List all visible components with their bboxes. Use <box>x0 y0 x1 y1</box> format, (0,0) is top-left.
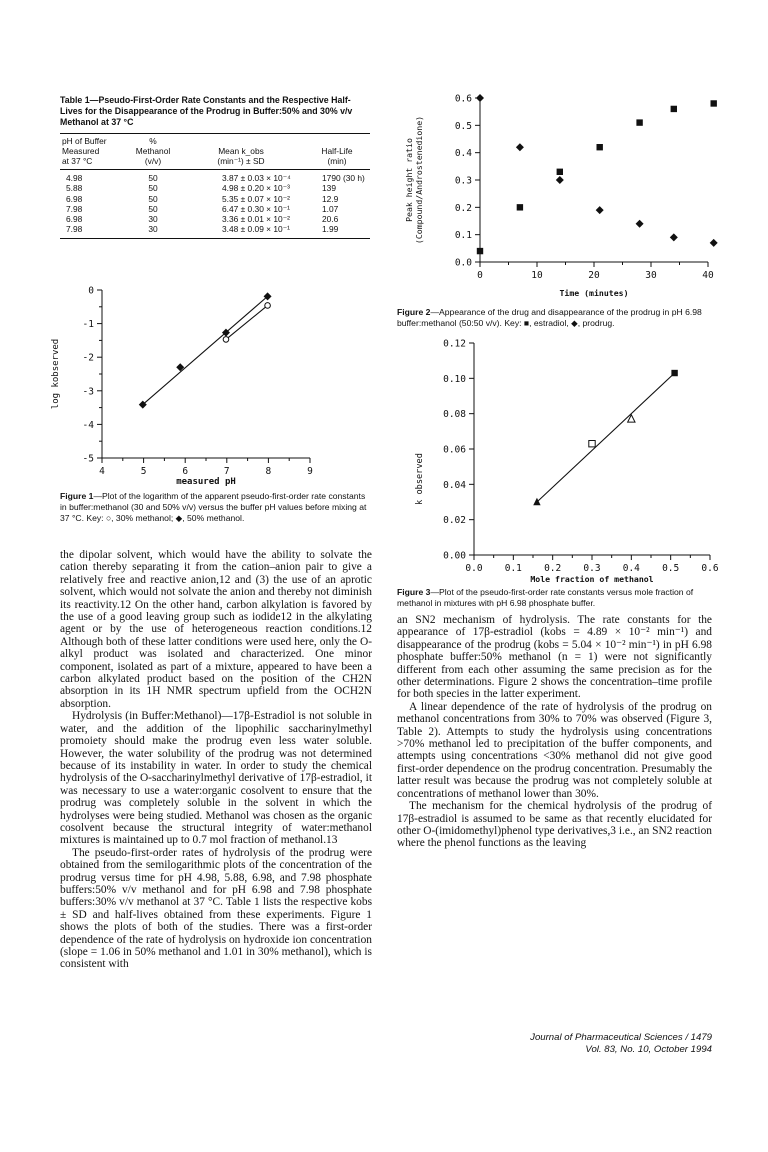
table-cell: 50 <box>148 173 158 183</box>
x-tick-label: 0.5 <box>662 563 680 574</box>
table-row <box>60 194 370 204</box>
y-tick-label: 0.10 <box>443 373 466 385</box>
x-tick-label: 40 <box>702 270 714 281</box>
x-tick-label: 0.6 <box>701 563 719 574</box>
table-row <box>60 224 370 238</box>
figure-1-chart <box>40 280 380 490</box>
y-tick-label: -3 <box>82 386 94 398</box>
rate-constants-table <box>60 133 370 239</box>
paragraph: A linear dependence of the rate of hydrolysis of the prodrug on methanol concentrations from 30% to 70% was observed (Figure 3, Table 2). Attempts to study the hydrolysis using concentrations >70% methanol led to precipitation of the buffer components, and attempts using concentrations <30% methanol did not give good first-order dependence on the prodrug concentration. Presumably the latter result was because the prodrug was not completely soluble at concentrations of methanol lower than 30%. <box>397 700 712 800</box>
x-tick-label: 6 <box>182 466 189 477</box>
y-tick-label: 0.00 <box>443 550 466 562</box>
x-tick-label: 4 <box>99 466 105 477</box>
data-point <box>517 204 523 210</box>
journal-name: Journal of Pharmaceutical Sciences / 1479 <box>530 1032 712 1043</box>
y-tick-label: 0.6 <box>454 93 472 105</box>
y-axis-label-line: (Compound/Androstenedione) <box>414 115 424 245</box>
fit-line <box>537 373 675 502</box>
table-cell: 7.98 <box>66 203 83 214</box>
header-half-life: Half-Life (min) <box>321 146 353 166</box>
data-point <box>223 337 229 343</box>
table-cell: 3.48 ± 0.09 × 10⁻¹ <box>222 224 290 235</box>
paragraph: The mechanism for the chemical hydrolysis of the prodrug of 17β-estradiol is assumed to be same as that recently elucidated for other O-(imidomethyl)phenol type derivatives,3 i.e., an SN2 reaction where the phenol functions as the leaving <box>397 800 712 850</box>
data-point <box>556 176 564 184</box>
y-axis-label-line: Peak height ratio <box>404 138 414 222</box>
page-footer <box>480 1032 712 1055</box>
y-tick-label: 0.4 <box>454 148 472 160</box>
table-cell: 50 <box>148 183 158 194</box>
y-tick-label: 0 <box>88 285 94 297</box>
table-cell: 50 <box>148 203 158 214</box>
fit-line-30pct <box>226 305 268 339</box>
volume-info: Vol. 83, No. 10, October 1994 <box>585 1043 712 1055</box>
data-point <box>597 144 603 150</box>
x-tick-label: 20 <box>588 270 600 281</box>
y-axis-label: log kobserved <box>51 338 61 410</box>
data-point <box>710 239 718 247</box>
figure-3-caption: Figure 3—Plot of the pseudo-first-order rate constants versus mole fraction of methanol in mixtures with pH 6.98 phosphate buffer. <box>397 587 694 608</box>
fit-line-50pct <box>143 296 268 404</box>
x-tick-label: 0.3 <box>583 563 601 574</box>
table-cell: 20.6 <box>322 214 339 225</box>
table-cell: 6.98 <box>66 193 83 204</box>
x-tick-label: 0.0 <box>465 563 483 574</box>
x-tick-label: 0.2 <box>544 563 562 574</box>
data-point <box>516 143 524 151</box>
data-point <box>589 441 595 447</box>
data-point <box>671 106 677 112</box>
table-cell: 3.87 ± 0.03 × 10⁻⁴ <box>222 173 291 183</box>
x-tick-label: 5 <box>140 466 147 477</box>
table-cell: 1.07 <box>322 203 339 214</box>
table-row <box>60 170 370 184</box>
x-axis-label: Time (minutes) <box>559 288 629 298</box>
y-tick-label: 0.12 <box>443 338 466 350</box>
table-cell: 139 <box>322 183 336 194</box>
y-tick-label: 0.3 <box>454 175 472 187</box>
paragraph: The pseudo-first-order rates of hydrolysis of the prodrug were obtained from the semilogarithmic plots of the concentration of the prodrug versus time for pH 4.98, 5.88, 6.98, and 7.98 phosphate buffers:50% v/v methanol and for pH 6.98 and 7.98 phosphate buffers:30% v/v methanol at 37 °C. Table 1 lists the respective kobs ± SD and half-lives obtained from these experiments. Figure 1 shows the plots of both of the studies. There was a first-order dependence of the rate of hydrolysis on hydroxide ion concentration (slope = 1.06 in 50% methanol and 1.01 in 30% methanol), which is consistent with <box>60 846 372 971</box>
table-cell: 5.35 ± 0.07 × 10⁻² <box>222 193 290 204</box>
table-row <box>60 204 370 214</box>
y-tick-label: 0.04 <box>443 479 466 491</box>
y-tick-label: 0.06 <box>443 444 466 456</box>
paragraph: Hydrolysis (in Buffer:Methanol)—17β-Estradiol is not soluble in water, and the addition of the lipophilic saccharinylmethyl promoiety should make the prodrug even less water soluble. However, the water solubility of the prodrug was not determined because of its instability in water. In order to study the chemical hydrolysis of the O-saccharinylmethyl derivative of 17β-estradiol, it was necessary to use a water:organic cosolvent to ensure that the prodrug was completely soluble in the solvent in which the hydrolyses were being studied. Methanol was chosen as the organic cosolvent because the structural integrity of water:methanol mixtures is maintained up to 0.7 mol fraction of methanol.13 <box>60 710 372 847</box>
x-axis-label: Mole fraction of methanol <box>530 574 654 584</box>
x-tick-label: 30 <box>645 270 657 281</box>
y-tick-label: 0.1 <box>454 230 472 242</box>
x-tick-label: 0 <box>477 270 483 281</box>
data-point <box>476 94 484 102</box>
table-1 <box>60 95 370 239</box>
header-ph: pH of Buffer Measured at 37 °C <box>62 136 107 166</box>
data-point <box>636 220 644 228</box>
y-tick-label: 0.5 <box>454 120 472 132</box>
y-axis-label: k observed <box>415 453 425 505</box>
table-cell: 6.47 ± 0.30 × 10⁻¹ <box>222 203 290 214</box>
figure-1-caption: Figure 1—Plot of the logarithm of the apparent pseudo-first-order rate constants in buffer:methanol (30 and 50% v/v) versus the buffer pH values before mixing at 37 °C. Key: ○, 30% methanol; ◆, 50% methanol. <box>60 491 367 523</box>
table-header-row <box>60 134 370 170</box>
y-tick-label: -4 <box>82 419 94 431</box>
x-tick-label: 9 <box>307 466 313 477</box>
table-cell: 30 <box>148 224 158 235</box>
y-tick-label: 0.08 <box>443 409 466 421</box>
table-cell: 12.9 <box>322 193 339 204</box>
x-tick-label: 8 <box>265 466 272 477</box>
y-tick-label: 0.02 <box>443 515 466 527</box>
table-cell: 7.98 <box>66 224 83 235</box>
table-cell: 4.98 <box>66 173 83 183</box>
figure-3-chart <box>398 335 728 585</box>
y-tick-label: 0.2 <box>454 202 472 214</box>
table-cell: 1790 (30 h) <box>322 173 365 183</box>
x-tick-label: 7 <box>223 466 230 477</box>
table-cell: 5.88 <box>66 183 83 194</box>
header-methanol: % Methanol (v/v) <box>135 136 171 166</box>
paragraph: an SN2 mechanism of hydrolysis. The rate constants for the appearance of 17β-estradiol (kobs = 4.89 × 10⁻² min⁻¹) and disappearance of the prodrug (kobs = 5.04 × 10⁻² min⁻¹) in pH 6.98 phosphate buffer:50% methanol (n = 1) were not significantly different from each other assuming the same precision as for the other determinations. Figure 2 shows the concentration–time profile for both species in the latter experiment. <box>397 614 712 701</box>
y-tick-label: -1 <box>82 319 94 331</box>
data-point <box>557 169 563 175</box>
table-cell: 1.99 <box>322 224 339 235</box>
header-kobs: Mean k_obs (min⁻¹) ± SD <box>217 146 265 166</box>
table-title: Table 1—Pseudo-First-Order Rate Constants and the Respective Half-Lives for the Disappearance of the Prodrug in Buffer:50% and 30% v/v Methanol at 37 °C <box>60 95 353 127</box>
y-tick-label: -2 <box>82 352 94 364</box>
x-tick-label: 0.4 <box>622 563 640 574</box>
data-point <box>265 303 271 309</box>
table-cell: 50 <box>148 193 158 204</box>
left-column-text <box>60 549 372 971</box>
data-point <box>636 119 642 125</box>
data-point <box>477 248 483 254</box>
table-cell: 3.36 ± 0.01 × 10⁻² <box>222 214 290 225</box>
data-point <box>596 206 604 214</box>
x-axis-label: measured pH <box>176 477 236 487</box>
x-tick-label: 0.1 <box>504 563 522 574</box>
right-column-text <box>397 614 712 850</box>
data-point <box>711 100 717 106</box>
data-point <box>671 370 677 376</box>
table-cell: 4.98 ± 0.20 × 10⁻³ <box>222 183 290 194</box>
paragraph: the dipolar solvent, which would have the ability to solvate the cation thereby separating it from the cation–anion pair to give a relatively free and reactive anion,12 and (3) the use of an aprotic solvent, which would not solvate the anion and thereby not diminish its reactivity.12 On the other hand, carbon alkylation is favored by the use of a good leaving group such as iodide12 in the alkylating agent or by the use of heterogeneous reaction conditions.12 Although both of these latter conditions were used here, only the O-alkyl product was isolated and characterized. One minor component, isolated as part of a mixture, appeared to have been a carbon alkylated product based on the position of the CH2N absorption in its 1H NMR spectrum upfield from the OCH2N absorption. <box>60 549 372 710</box>
table-row <box>60 214 370 224</box>
table-row <box>60 183 370 193</box>
x-tick-label: 10 <box>531 270 543 281</box>
y-tick-label: 0.0 <box>454 257 472 269</box>
table-cell: 30 <box>148 214 158 225</box>
data-point <box>670 233 678 241</box>
table-cell: 6.98 <box>66 214 83 225</box>
figure-2-chart <box>398 90 728 305</box>
y-tick-label: -5 <box>82 453 94 465</box>
figure-2-caption: Figure 2—Appearance of the drug and disappearance of the prodrug in pH 6.98 buffer:methanol (50:50 v/v). Key: ■, estradiol, ◆, prodrug. <box>397 307 702 328</box>
